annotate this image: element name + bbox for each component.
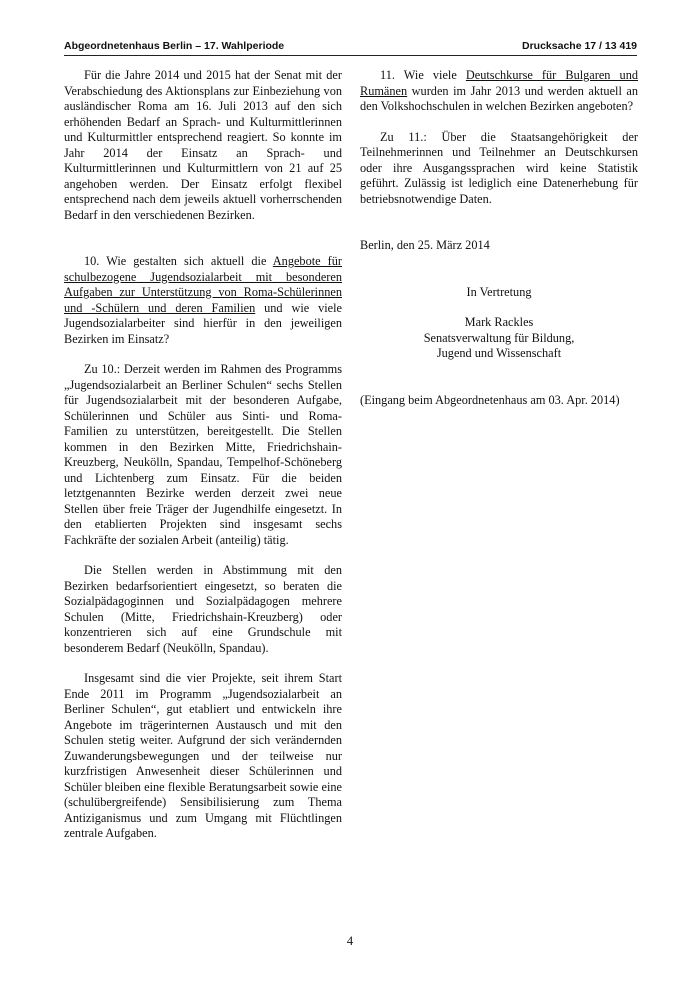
question-11-suffix: wurden im Jahr 2013 und werden aktuell an den Volkshochschulen in welchen Bezirken angeboten?: [360, 83, 638, 113]
answer-10-paragraph-1: Zu 10.: Derzeit werden im Rahmen des Programms „Jugendsozialarbeit an Berliner Schulen“ sechs Stellen für Jugendsozialarbeit mit der besonderen Aufgabe, Schülerinnen und Schüler aus Sinti- und Roma-Familien zu unterstützen, bereitgestellt. Die Stellen kommen in den Bezirken Mitte, Friedrichshain-Kreuzberg, Neukölln, Spandau, Tempelhof-Schöneberg und Lichtenberg zum Einsatz. Für die beiden letztgenannten Bezirke werden derzeit zwei neue Stellen über freie Träger der Jugendhilfe eingesetzt. In den etablierten Projekten sind insgesamt sechs Fachkräfte der sozialen Arbeit (anteilig) tätig.: [64, 362, 342, 547]
question-11-underlined: Deutschkurse für Bulgaren und Rumänen: [360, 68, 638, 98]
left-column: [64, 68, 342, 842]
header-parliament-title: Abgeordnetenhaus Berlin – 17. Wahlperiode: [64, 40, 285, 52]
paragraph-action-plan: Für die Jahre 2014 und 2015 hat der Senat mit der Verabschiedung des Aktionsplans zur Einbeziehung von ausländischer Roma am 16. Juli 2013 auf den sich erhöhenden Bedarf an Sprach- und Kulturmittlerinnen und Kulturmittler entsprechend reagiert. So konnte im Jahr 2014 der Einsatz an Sprach- und Kulturmittlerinnen und Kulturmittlern von 21 auf 25 angehoben werden. Der Einsatz erfolgt flexibel entsprechend nach dem jeweils aktuell vorherrschenden Bedarf in den verschiedenen Bezirken.: [64, 68, 342, 222]
signature-name: Mark Rackles: [464, 315, 534, 329]
question-11: [360, 68, 638, 115]
receipt-note: (Eingang beim Abgeordnetenhaus am 03. Apr. 2014): [360, 392, 620, 407]
question-10: [64, 254, 342, 347]
right-column: [360, 68, 638, 408]
answer-10-paragraph-3: Insgesamt sind die vier Projekte, seit ihrem Start Ende 2011 im Programm „Jugendsozialarbeit an Berliner Schulen“, gut etabliert und entwickeln ihre Angebote im trägerinternen Austausch und mit den Schulen stetig weiter. Aufgrund der sich verändernden Zuwanderungsbewegungen und der teilweise nur kurzfristigen Anwesenheit dieser Schülerinnen und Schüler bleiben eine flexible Beratungsarbeit sowie eine (schulübergreifende) Sensibilisierung zum Thema Antiziganismus und zum Umgang mit Flüchtlingen zentrale Aufgaben.: [64, 671, 342, 840]
date-line: Berlin, den 25. März 2014: [360, 238, 490, 252]
signature-block: [360, 285, 638, 362]
page-number: 4: [346, 934, 354, 948]
page-header: [64, 40, 637, 56]
question-10-suffix: und wie viele Jugendsozialarbeiter sind hierfür in den jeweiligen Bezirken im Einsatz?: [64, 300, 342, 346]
signature-in-vertretung: In Vertretung: [466, 284, 532, 299]
signature-org-line-2: Jugend und Wissenschaft: [436, 346, 562, 360]
question-11-prefix: 11. Wie viele: [380, 68, 466, 82]
answer-11: Zu 11.: Über die Staatsangehörigkeit der Teilnehmerinnen und Teilnehmer an Deutschkursen oder ihre Ausgangssprachen wird keine Statistik geführt. Zulässig ist lediglich eine Datenerhebung für betriebsnotwendige Daten.: [360, 129, 638, 206]
question-10-prefix: 10. Wie gestalten sich aktuell die: [84, 254, 273, 268]
question-10-underlined: Angebote für schulbezogene Jugendsozialarbeit mit besonderen Aufgaben zur Unterstützung von Roma-Schülerinnen und -Schülern und deren Familien: [64, 254, 342, 315]
answer-10-paragraph-2: Die Stellen werden in Abstimmung mit den Bezirken bedarfsorientiert eingesetzt, so beraten die Sozialpädagoginnen und Sozialpädagogen mehrere Schulen (Mitte, Friedrichshain-Kreuzberg) oder konzentrieren sich auf eine Grundschule mit besonderem Bedarf (Neukölln, Spandau).: [64, 563, 342, 655]
header-document-number: Drucksache 17 / 13 419: [522, 40, 637, 52]
signature-org-line-1: Senatsverwaltung für Bildung,: [423, 330, 575, 345]
